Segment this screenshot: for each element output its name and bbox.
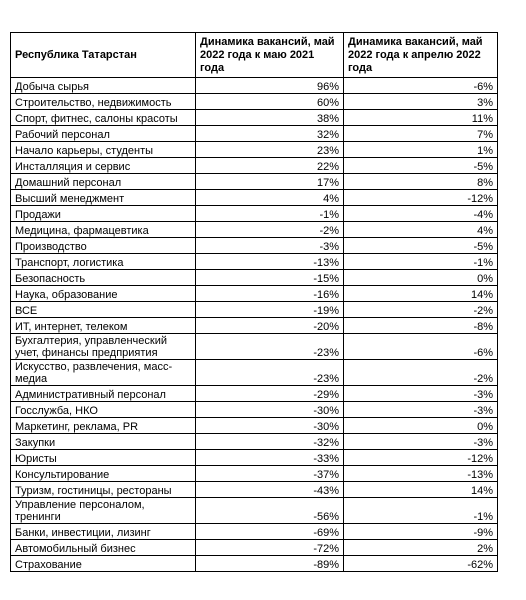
category-cell: Продажи bbox=[11, 206, 196, 222]
category-cell: Строительство, недвижимость bbox=[11, 94, 196, 110]
yoy-value-cell: 22% bbox=[196, 158, 344, 174]
yoy-value-cell: -3% bbox=[196, 238, 344, 254]
yoy-value-cell: 96% bbox=[196, 78, 344, 94]
mom-value-cell: -12% bbox=[344, 190, 498, 206]
mom-value-cell: -3% bbox=[344, 434, 498, 450]
yoy-value-cell: 38% bbox=[196, 110, 344, 126]
category-cell: Управление персоналом, тренинги bbox=[11, 498, 196, 524]
mom-value-cell: 0% bbox=[344, 418, 498, 434]
mom-value-cell: 11% bbox=[344, 110, 498, 126]
mom-value-cell: 8% bbox=[344, 174, 498, 190]
category-cell: Медицина, фармацевтика bbox=[11, 222, 196, 238]
category-cell: Маркетинг, реклама, PR bbox=[11, 418, 196, 434]
table-row bbox=[11, 78, 498, 94]
mom-value-cell: -8% bbox=[344, 318, 498, 334]
category-cell: Закупки bbox=[11, 434, 196, 450]
yoy-value-cell: 17% bbox=[196, 174, 344, 190]
yoy-value-cell: -30% bbox=[196, 402, 344, 418]
table-row bbox=[11, 360, 498, 386]
mom-value-cell: -3% bbox=[344, 386, 498, 402]
header-year-over-year: Динамика вакансий, май 2022 года к маю 2021 года bbox=[196, 33, 344, 78]
category-cell: Бухгалтерия, управленческий учет, финансы предприятия bbox=[11, 334, 196, 360]
table-row bbox=[11, 498, 498, 524]
table-row bbox=[11, 206, 498, 222]
header-month-over-month: Динамика вакансий, май 2022 года к апрелю 2022 года bbox=[344, 33, 498, 78]
yoy-value-cell: -16% bbox=[196, 286, 344, 302]
table-row bbox=[11, 158, 498, 174]
mom-value-cell: -6% bbox=[344, 78, 498, 94]
yoy-value-cell: -30% bbox=[196, 418, 344, 434]
yoy-value-cell: -23% bbox=[196, 334, 344, 360]
mom-value-cell: -13% bbox=[344, 466, 498, 482]
header-row bbox=[11, 33, 498, 78]
mom-value-cell: -4% bbox=[344, 206, 498, 222]
table-row bbox=[11, 386, 498, 402]
table-row bbox=[11, 190, 498, 206]
category-cell: Транспорт, логистика bbox=[11, 254, 196, 270]
table-row bbox=[11, 318, 498, 334]
table-row bbox=[11, 94, 498, 110]
table-row bbox=[11, 254, 498, 270]
category-cell: Рабочий персонал bbox=[11, 126, 196, 142]
table-row bbox=[11, 238, 498, 254]
yoy-value-cell: -37% bbox=[196, 466, 344, 482]
yoy-value-cell: -89% bbox=[196, 556, 344, 572]
mom-value-cell: -62% bbox=[344, 556, 498, 572]
category-cell: Инсталляция и сервис bbox=[11, 158, 196, 174]
mom-value-cell: -1% bbox=[344, 498, 498, 524]
yoy-value-cell: -43% bbox=[196, 482, 344, 498]
category-cell: Высший менеджмент bbox=[11, 190, 196, 206]
yoy-value-cell: -2% bbox=[196, 222, 344, 238]
vacancy-dynamics-table bbox=[10, 32, 498, 572]
yoy-value-cell: -13% bbox=[196, 254, 344, 270]
yoy-value-cell: -33% bbox=[196, 450, 344, 466]
category-cell: Банки, инвестиции, лизинг bbox=[11, 524, 196, 540]
mom-value-cell: 0% bbox=[344, 270, 498, 286]
yoy-value-cell: -20% bbox=[196, 318, 344, 334]
yoy-value-cell: -29% bbox=[196, 386, 344, 402]
category-cell: Госслужба, НКО bbox=[11, 402, 196, 418]
yoy-value-cell: -32% bbox=[196, 434, 344, 450]
table-row bbox=[11, 110, 498, 126]
table-row bbox=[11, 222, 498, 238]
table-row bbox=[11, 142, 498, 158]
table-row bbox=[11, 270, 498, 286]
mom-value-cell: -2% bbox=[344, 302, 498, 318]
yoy-value-cell: -15% bbox=[196, 270, 344, 286]
mom-value-cell: -6% bbox=[344, 334, 498, 360]
yoy-value-cell: 60% bbox=[196, 94, 344, 110]
mom-value-cell: 14% bbox=[344, 286, 498, 302]
table-body bbox=[11, 78, 498, 572]
mom-value-cell: -5% bbox=[344, 158, 498, 174]
table-row bbox=[11, 302, 498, 318]
category-cell: Добыча сырья bbox=[11, 78, 196, 94]
category-cell: Туризм, гостиницы, рестораны bbox=[11, 482, 196, 498]
table-row bbox=[11, 556, 498, 572]
yoy-value-cell: -56% bbox=[196, 498, 344, 524]
category-cell: Страхование bbox=[11, 556, 196, 572]
category-cell: Спорт, фитнес, салоны красоты bbox=[11, 110, 196, 126]
mom-value-cell: -1% bbox=[344, 254, 498, 270]
table-row bbox=[11, 334, 498, 360]
mom-value-cell: -9% bbox=[344, 524, 498, 540]
yoy-value-cell: 23% bbox=[196, 142, 344, 158]
yoy-value-cell: -72% bbox=[196, 540, 344, 556]
yoy-value-cell: 32% bbox=[196, 126, 344, 142]
yoy-value-cell: 4% bbox=[196, 190, 344, 206]
yoy-value-cell: -19% bbox=[196, 302, 344, 318]
mom-value-cell: 3% bbox=[344, 94, 498, 110]
mom-value-cell: -3% bbox=[344, 402, 498, 418]
category-cell: Производство bbox=[11, 238, 196, 254]
category-cell: Административный персонал bbox=[11, 386, 196, 402]
yoy-value-cell: -23% bbox=[196, 360, 344, 386]
mom-value-cell: -12% bbox=[344, 450, 498, 466]
category-cell: Домашний персонал bbox=[11, 174, 196, 190]
table-row bbox=[11, 174, 498, 190]
category-cell: Искусство, развлечения, масс-медиа bbox=[11, 360, 196, 386]
category-cell: Юристы bbox=[11, 450, 196, 466]
mom-value-cell: -5% bbox=[344, 238, 498, 254]
table-row bbox=[11, 434, 498, 450]
category-cell: Наука, образование bbox=[11, 286, 196, 302]
category-cell: ВСЕ bbox=[11, 302, 196, 318]
yoy-value-cell: -1% bbox=[196, 206, 344, 222]
category-cell: ИТ, интернет, телеком bbox=[11, 318, 196, 334]
table-row bbox=[11, 286, 498, 302]
category-cell: Безопасность bbox=[11, 270, 196, 286]
table-row bbox=[11, 540, 498, 556]
category-cell: Автомобильный бизнес bbox=[11, 540, 196, 556]
table-row bbox=[11, 126, 498, 142]
category-cell: Начало карьеры, студенты bbox=[11, 142, 196, 158]
table-row bbox=[11, 466, 498, 482]
mom-value-cell: 14% bbox=[344, 482, 498, 498]
table-row bbox=[11, 482, 498, 498]
table-row bbox=[11, 524, 498, 540]
header-region: Республика Татарстан bbox=[11, 33, 196, 78]
yoy-value-cell: -69% bbox=[196, 524, 344, 540]
mom-value-cell: 2% bbox=[344, 540, 498, 556]
table-row bbox=[11, 402, 498, 418]
mom-value-cell: -2% bbox=[344, 360, 498, 386]
category-cell: Консультирование bbox=[11, 466, 196, 482]
table-row bbox=[11, 450, 498, 466]
table-row bbox=[11, 418, 498, 434]
mom-value-cell: 4% bbox=[344, 222, 498, 238]
mom-value-cell: 1% bbox=[344, 142, 498, 158]
mom-value-cell: 7% bbox=[344, 126, 498, 142]
